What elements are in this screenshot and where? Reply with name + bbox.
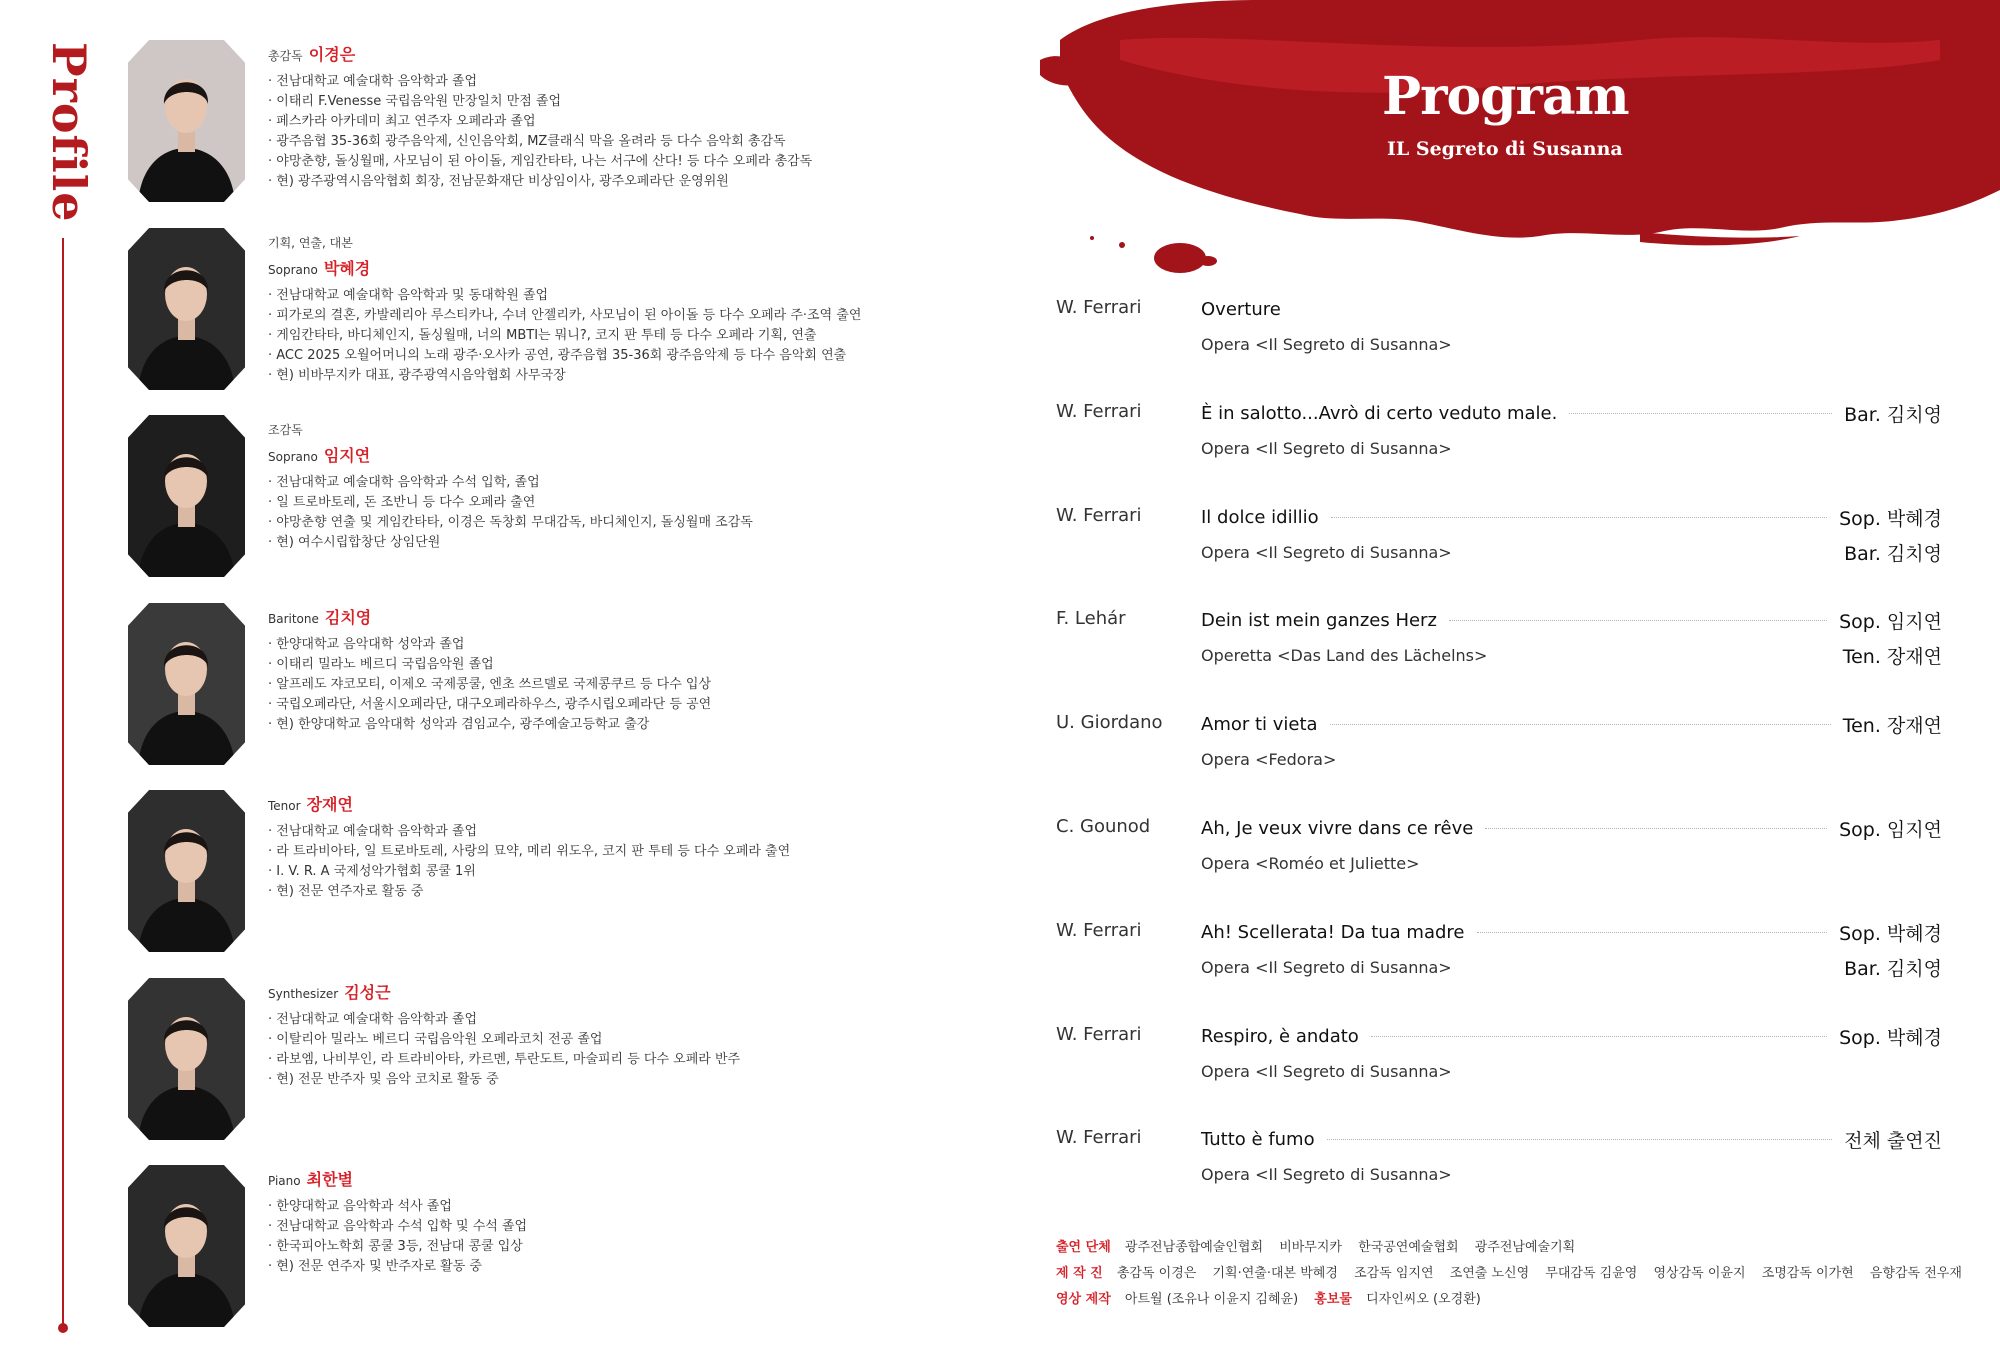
profile-role: Soprano <box>268 450 318 464</box>
credit-promo: 디자인씨오 (오경환) <box>1366 1292 1481 1307</box>
profile-role-extra: 기획, 연출, 대본 <box>268 236 353 250</box>
profile-bullet: · 전남대학교 음악학과 수석 입학 및 수석 졸업 <box>268 1219 528 1234</box>
credit-groups-row <box>1056 1235 1956 1261</box>
profile-role-line <box>268 1171 1028 1189</box>
entry-composer: F. Lehár <box>1056 608 1126 629</box>
profile-name: 박혜경 <box>323 259 371 278</box>
profile-role-line <box>268 609 1028 627</box>
entry-work: Opera <Il Segreto di Susanna> <box>1201 1061 1452 1081</box>
profile-role: 총감독 <box>268 49 303 63</box>
profile-role: Piano <box>268 1174 301 1188</box>
profile-bullets <box>268 473 1028 553</box>
credit-staff-label: 제 작 진 <box>1056 1266 1103 1281</box>
portrait-photo <box>128 978 245 1140</box>
entry-work-row <box>1201 540 1942 564</box>
entry-composer: W. Ferrari <box>1056 1024 1142 1045</box>
program-entry <box>1056 816 1942 886</box>
profile-bullet: · 라 트라비아타, 일 트로바토레, 사랑의 묘약, 메리 위도우, 코지 판 투테 등 다수 오페라 출연 <box>268 844 791 859</box>
entry-piece-row <box>1201 608 1942 632</box>
profile-card <box>128 978 1028 1148</box>
entry-piece: È in salotto...Avrò di certo veduto male. <box>1201 402 1558 424</box>
entry-work-row <box>1201 643 1942 667</box>
entry-work: Opera <Il Segreto di Susanna> <box>1201 957 1452 977</box>
profile-info <box>268 984 1028 1090</box>
entry-piece-row <box>1201 1024 1942 1048</box>
entry-work: Operetta <Das Land des Lächelns> <box>1201 645 1488 665</box>
entry-leader-line <box>1330 724 1831 725</box>
entry-piece: Overture <box>1201 298 1281 320</box>
credit-staff-row <box>1056 1261 1962 1287</box>
profile-info <box>268 1171 1028 1277</box>
program-entry <box>1056 920 1942 990</box>
entry-work: Opera <Il Segreto di Susanna> <box>1201 334 1452 354</box>
profile-role-line <box>268 46 1028 64</box>
profile-card <box>128 228 1028 398</box>
profile-bullet: · 야망춘향 연출 및 게임칸타타, 이경은 독창회 무대감독, 바디체인지, 돌싱월매 조감독 <box>268 515 753 530</box>
profile-bullet: · 전남대학교 예술대학 음악학과 졸업 <box>268 1012 478 1027</box>
profile-bullet: · 현) 광주광역시음악협회 회장, 전남문화재단 비상임이사, 광주오페라단 운영위원 <box>268 174 729 189</box>
profile-bullet: · 페스카라 아카데미 최고 연주자 오페라과 졸업 <box>268 114 536 129</box>
entry-work-row <box>1201 1162 1942 1186</box>
entry-piece-row <box>1201 816 1942 840</box>
entry-piece: Il dolce idillio <box>1201 506 1319 528</box>
entry-work-row <box>1201 955 1942 979</box>
profile-role-line <box>268 260 1028 278</box>
profile-role-extra: 조감독 <box>268 423 303 437</box>
profile-role: Tenor <box>268 799 301 813</box>
credit-promo-label: 홍보물 <box>1314 1292 1352 1307</box>
profile-bullet: · ACC 2025 오월어머니의 노래 광주·오사카 공연, 광주음협 35-36회 광주음악제 등 다수 음악회 연출 <box>268 348 847 363</box>
entry-piece-row <box>1201 505 1942 529</box>
profile-bullet: · 라보엠, 나비부인, 라 트라비아타, 카르멘, 투란도트, 마술피리 등 다수 오페라 반주 <box>268 1052 741 1067</box>
profile-name: 이경은 <box>308 45 356 64</box>
entry-leader-line <box>1477 932 1828 933</box>
entry-piece: Dein ist mein ganzes Herz <box>1201 609 1437 631</box>
profile-bullet: · 현) 전문 반주자 및 음악 코치로 활동 중 <box>268 1072 499 1087</box>
entry-composer: W. Ferrari <box>1056 505 1142 526</box>
profile-card <box>128 40 1028 210</box>
profile-info <box>268 609 1028 735</box>
profile-info <box>268 796 1028 902</box>
credit-video-row <box>1056 1287 1956 1313</box>
profile-bullet: · 현) 비바무지카 대표, 광주광역시음악협회 사무국장 <box>268 368 566 383</box>
entry-leader-line <box>1449 620 1827 621</box>
credit-group: 비바무지카 <box>1279 1240 1342 1255</box>
profile-card <box>128 415 1028 585</box>
entry-performer: Bar. 김치영 <box>1844 403 1942 426</box>
credit-staff: 총감독 이경은 <box>1116 1266 1197 1281</box>
profile-bullet: · 피가로의 결혼, 카발레리아 루스티카나, 수녀 안젤리카, 사모님이 된 아이돌 등 다수 오페라 주·조역 출연 <box>268 308 862 323</box>
portrait-photo <box>128 415 245 577</box>
profile-bullet: · 현) 전문 연주자 및 반주자로 활동 중 <box>268 1259 482 1274</box>
profile-bullet: · 야망춘향, 돌싱월매, 사모님이 된 아이돌, 게임칸타타, 나는 서구에 산다! 등 다수 오페라 총감독 <box>268 154 813 169</box>
entry-work-row <box>1201 332 1942 356</box>
profile-bullet: · 이태리 밀라노 베르디 국립음악원 졸업 <box>268 657 494 672</box>
entry-performer: Sop. 박혜경 <box>1839 507 1942 530</box>
credit-staff: 음향감독 전우재 <box>1869 1266 1962 1281</box>
profile-bullets <box>268 1010 1028 1090</box>
profile-card <box>128 790 1028 960</box>
profile-bullets <box>268 1197 1028 1277</box>
credit-group: 광주전남예술기획 <box>1474 1240 1576 1255</box>
profile-card <box>128 603 1028 773</box>
credit-group: 한국공연예술협회 <box>1358 1240 1459 1255</box>
entry-work: Opera <Il Segreto di Susanna> <box>1201 542 1452 562</box>
portrait-photo <box>128 40 245 202</box>
entry-work-row <box>1201 747 1942 771</box>
profile-name: 김성근 <box>344 983 391 1002</box>
program-entry <box>1056 505 1942 575</box>
entry-piece: Tutto è fumo <box>1201 1128 1315 1150</box>
credit-groups-label: 출연 단체 <box>1056 1240 1111 1255</box>
entry-piece: Ah! Scellerata! Da tua madre <box>1201 921 1465 943</box>
program-entry <box>1056 1127 1942 1197</box>
profile-bullets <box>268 635 1028 735</box>
program-entry <box>1056 401 1942 471</box>
profile-info <box>268 421 1028 553</box>
entry-performer: Sop. 박혜경 <box>1839 1026 1942 1049</box>
profile-rule <box>62 238 64 1328</box>
credit-staff: 영상감독 이윤지 <box>1653 1266 1746 1281</box>
profile-bullets <box>268 822 1028 902</box>
entry-performer: 전체 출연진 <box>1844 1129 1942 1152</box>
entry-leader-line <box>1327 1139 1833 1140</box>
profile-bullet: · 전남대학교 예술대학 음악학과 졸업 <box>268 74 478 89</box>
profile-rule-dot <box>58 1323 68 1333</box>
entry-performer: Sop. 임지연 <box>1839 610 1942 633</box>
credit-staff: 조명감독 이가현 <box>1761 1266 1854 1281</box>
entry-composer: C. Gounod <box>1056 816 1151 837</box>
profile-info <box>268 234 1028 386</box>
profile-bullet: · 한양대학교 음악학과 석사 졸업 <box>268 1199 452 1214</box>
profile-bullets <box>268 72 1028 192</box>
entry-leader-line <box>1371 1036 1827 1037</box>
entry-piece: Respiro, è andato <box>1201 1025 1359 1047</box>
credit-staff: 조감독 임지연 <box>1354 1266 1434 1281</box>
entry-composer: W. Ferrari <box>1056 1127 1142 1148</box>
program-entry <box>1056 297 1942 367</box>
credit-video: 아트월 (조유나 이윤지 김혜윤) <box>1124 1292 1299 1307</box>
entry-piece-row <box>1201 1127 1942 1151</box>
profile-bullet: · 현) 전문 연주자로 활동 중 <box>268 884 424 899</box>
profile-bullet: · 한양대학교 음악대학 성악과 졸업 <box>268 637 465 652</box>
entry-performer: Bar. 김치영 <box>1844 542 1942 565</box>
entry-piece-row <box>1201 401 1942 425</box>
profile-bullet: · 현) 여수시립합창단 상임단원 <box>268 535 441 550</box>
profile-bullet: · 전남대학교 예술대학 음악학과 수석 입학, 졸업 <box>268 475 540 490</box>
program-entry <box>1056 1024 1942 1094</box>
entry-work-row <box>1201 1059 1942 1083</box>
entry-piece-row <box>1201 712 1942 736</box>
entry-composer: W. Ferrari <box>1056 920 1142 941</box>
profile-bullet: · 전남대학교 예술대학 음악학과 졸업 <box>268 824 478 839</box>
profile-bullet: · 한국피아노학회 콩쿨 3등, 전남대 콩쿨 입상 <box>268 1239 523 1254</box>
credit-staff: 기획·연출·대본 박혜경 <box>1212 1266 1338 1281</box>
profile-title: Profile <box>42 42 96 223</box>
entry-piece-row <box>1201 920 1942 944</box>
portrait-photo <box>128 603 245 765</box>
entry-piece: Amor ti vieta <box>1201 713 1318 735</box>
profile-bullet: · 국립오페라단, 서울시오페라단, 대구오페라하우스, 광주시립오페라단 등 공연 <box>268 697 712 712</box>
profile-bullet: · 게임칸타타, 바디체인지, 돌싱월매, 너의 MBTI는 뭐니?, 코지 판 투테 등 다수 오페라 기획, 연출 <box>268 328 817 343</box>
entry-composer: U. Giordano <box>1056 712 1163 733</box>
entry-work: Opera <Il Segreto di Susanna> <box>1201 438 1452 458</box>
profile-bullets <box>268 286 1028 386</box>
profile-role: Soprano <box>268 263 318 277</box>
profile-role: Synthesizer <box>268 987 339 1001</box>
profile-name: 임지연 <box>323 446 371 465</box>
entry-piece-row <box>1201 297 1942 321</box>
entry-work: Opera <Fedora> <box>1201 749 1337 769</box>
profile-bullet: · 일 트로바토레, 돈 조반니 등 다수 오페라 출연 <box>268 495 536 510</box>
portrait-photo <box>128 1165 245 1327</box>
profile-info <box>268 46 1028 192</box>
program-entry <box>1056 608 1942 678</box>
entry-performer: Sop. 임지연 <box>1839 818 1942 841</box>
entry-piece: Ah, Je veux vivre dans ce rêve <box>1201 817 1474 839</box>
profile-bullet: · 이태리 F.Venesse 국립음악원 만장일치 만점 졸업 <box>268 94 562 109</box>
entry-composer: W. Ferrari <box>1056 297 1142 318</box>
profile-bullet: · 현) 한양대학교 음악대학 성악과 겸임교수, 광주예술고등학교 출강 <box>268 717 650 732</box>
profile-name: 최한별 <box>306 1170 353 1189</box>
entry-work: Opera <Roméo et Juliette> <box>1201 853 1420 873</box>
entry-work-row <box>1201 436 1942 460</box>
credit-staff: 무대감독 김윤영 <box>1545 1266 1638 1281</box>
credit-staff: 조연출 노신영 <box>1449 1266 1530 1281</box>
profile-role: Baritone <box>268 612 319 626</box>
entry-performer: Bar. 김치영 <box>1844 957 1942 980</box>
profile-role-line <box>268 984 1028 1002</box>
program-subtitle: IL Segreto di Susanna <box>1387 138 1623 160</box>
program-entry <box>1056 712 1942 782</box>
profile-bullet: · 이탈리아 밀라노 베르디 국립음악원 오페라코치 전공 졸업 <box>268 1032 603 1047</box>
profile-name: 장재연 <box>306 795 353 814</box>
profile-name: 김치영 <box>324 608 372 627</box>
profile-bullet: · 광주음협 35-36회 광주음악제, 신인음악회, MZ클래식 막을 올려라 등 다수 음악회 총감독 <box>268 134 786 149</box>
portrait-photo <box>128 790 245 952</box>
credits <box>1056 1235 1962 1313</box>
credit-video-label: 영상 제작 <box>1056 1292 1111 1307</box>
credit-group: 광주전남종합예술인협회 <box>1124 1240 1264 1255</box>
portrait-photo <box>128 228 245 390</box>
entry-composer: W. Ferrari <box>1056 401 1142 422</box>
entry-performer: Sop. 박혜경 <box>1839 922 1942 945</box>
entry-performer: Ten. 장재연 <box>1842 714 1942 737</box>
entry-performer: Ten. 장재연 <box>1842 645 1942 668</box>
profile-bullet: · 전남대학교 예술대학 음악학과 및 동대학원 졸업 <box>268 288 549 303</box>
entry-leader-line <box>1569 413 1832 414</box>
entry-work: Opera <Il Segreto di Susanna> <box>1201 1164 1452 1184</box>
entry-leader-line <box>1485 828 1827 829</box>
profile-role-line <box>268 447 1028 465</box>
profile-card <box>128 1165 1028 1335</box>
entry-leader-line <box>1331 517 1828 518</box>
program-title: Program <box>1382 66 1629 127</box>
profile-role-line <box>268 796 1028 814</box>
entry-work-row <box>1201 851 1942 875</box>
profile-bullet: · 알프레도 쟈코모티, 이제오 국제콩쿨, 엔초 쓰르델로 국제콩쿠르 등 다수 입상 <box>268 677 712 692</box>
profile-bullet: · I. V. R. A 국제성악가협회 콩쿨 1위 <box>268 864 476 879</box>
